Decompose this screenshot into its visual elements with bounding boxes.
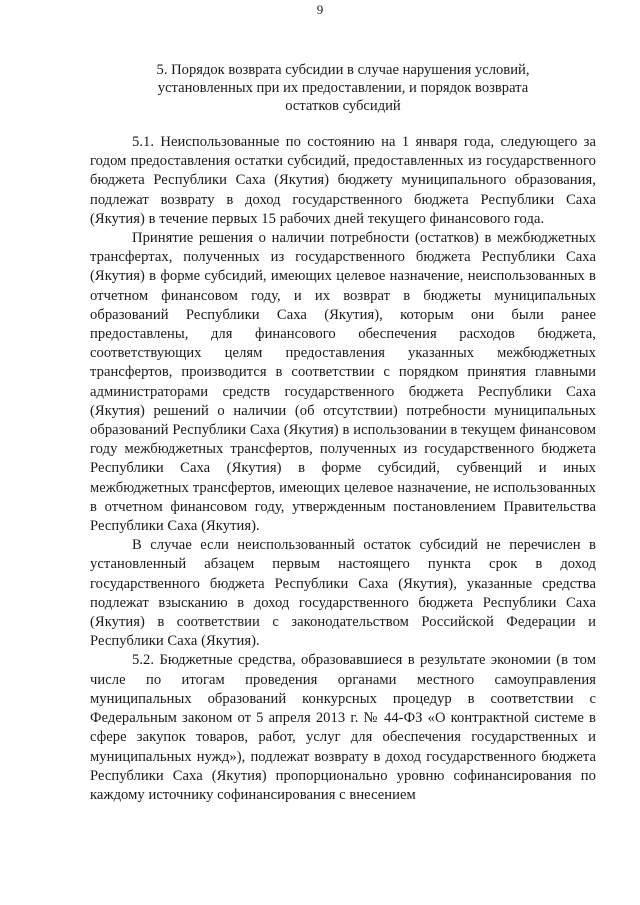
section-title	[90, 61, 596, 115]
document-body	[90, 133, 596, 805]
section-title-line-2: установленных при их предоставлении, и порядок возврата	[157, 80, 529, 96]
section-title-line-1: 5. Порядок возврата субсидии в случае нарушения условий,	[156, 62, 530, 78]
paragraph-5-1: 5.1. Неиспользованные по состоянию на 1 января года, следующего за годом предоставления остатки субсидий, предоставленных из государственного бюджета Республики Саха (Якутия) бюджету муниципального образования, подлежат возврату в доход государственного бюджета Республики Саха (Якутия) в течение первых 15 рабочих дней текущего финансового года.	[90, 134, 596, 227]
section-title-line-3: остатков субсидий	[285, 98, 401, 114]
page-number: 9	[316, 2, 324, 17]
paragraph-5-2: 5.2. Бюджетные средства, образовавшиеся в результате экономии (в том числе по итогам проведения органами местного самоуправления муниципальных образований конкурсных процедур в соответствии с Федеральным законом от 5 апреля 2013 г. № 44-ФЗ «О контрактной системе в сфере закупок товаров, работ, услуг для обеспечения государственных и муниципальных нужд»), подлежат возврату в доход государственного бюджета Республики Саха (Якутия) пропорционально уровню софинансирования по каждому источнику софинансирования с внесением	[90, 652, 596, 803]
paragraph-transfers-decision: Принятие решения о наличии потребности (остатков) в межбюджетных трансфертах, полученных из государственного бюджета Республики Саха (Якутия) в форме субсидий, имеющих целевое назначение, неиспользованных в отчетном финансовом году, и их возврат в бюджеты муниципальных образований Республики Саха (Якутия), которым они были ранее предоставлены, для финансового обеспечения расходов бюджета, соответствующих целям предоставления указанных межбюджетных трансфертов, производится в соответствии с порядком принятия главными администраторами средств государственного бюджета Республики Саха (Якутия) решений о наличии (об отсутствии) потребности муниципальных образований Республики Саха (Якутия) в использовании в текущем финансовом году межбюджетных трансфертов, полученных из государственного бюджета Республики Саха (Якутия) в форме субсидий, субвенций и иных межбюджетных трансфертов, имеющих целевое назначение, не использованных в отчетном финансовом году, утвержденным постановлением Правительства Республики Саха (Якутия).	[90, 230, 596, 535]
paragraph-recovery: В случае если неиспользованный остаток субсидий не перечислен в установленный абзацем первым настоящего пункта срок в доход государственного бюджета Республики Саха (Якутия), указанные средства подлежат взысканию в доход государственного бюджета Республики Саха (Якутия) в соответствии с законодательством Российской Федерации и Республики Саха (Якутия).	[90, 537, 596, 650]
